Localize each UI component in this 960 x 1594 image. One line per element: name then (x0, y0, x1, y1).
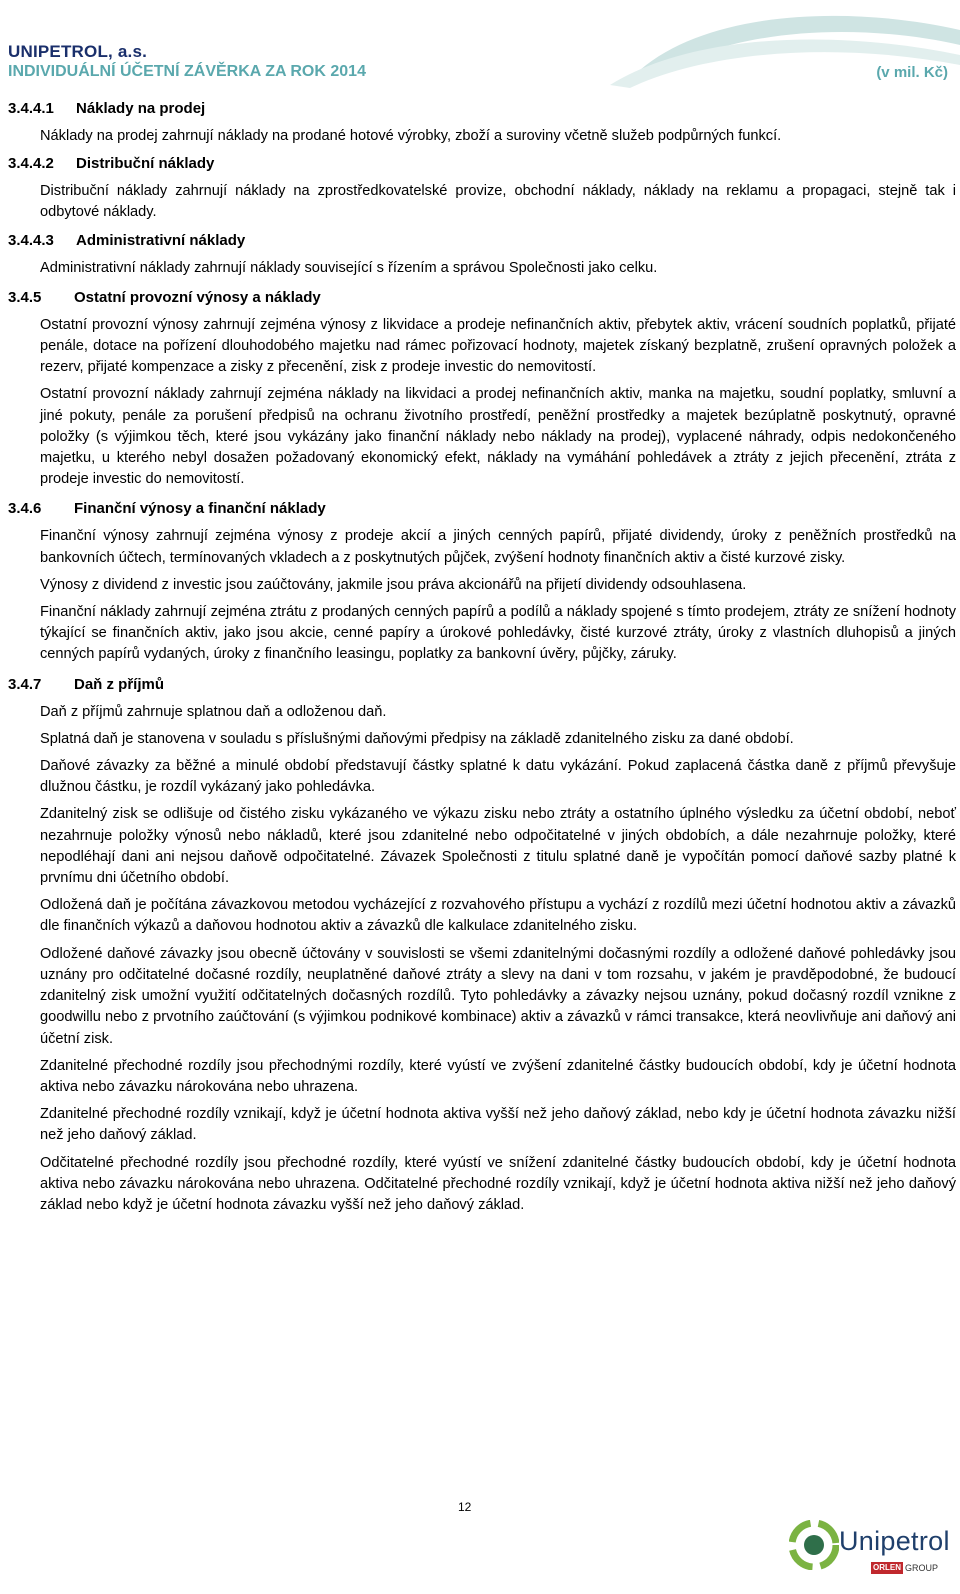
subsection-heading-cost-of-sales (8, 99, 956, 118)
subsection-heading-administrative-costs (8, 231, 956, 250)
paragraph: Výnosy z dividend z investic jsou zaúčtovány, jakmile jsou práva akcionářů na přijetí dividendy odsouhlasena. (40, 576, 747, 593)
paragraph: Zdanitelný zisk se odlišuje od čistého zisku vykázaného ve výkazu zisku nebo ztráty a ostatního úplného výsledku za účetní období, neboť nezahrnuje položky výnosů nebo nákladů, které jsou zdanitelné nebo odpočitatelné v jiných obdobích, a dále nezahrnuje položky, které nepodléhají dani ani nejsou daňově odpočitatelné. Závazek Společnosti z titulu splatné daně je vypočítán pomocí daňové sazby platné k prvnímu dni účetního období. (40, 806, 956, 887)
section-number: 3.4.5 (8, 288, 42, 306)
section-number: 3.4.7 (8, 675, 42, 693)
section-heading-finance (8, 499, 956, 518)
group-label: GROUP (905, 1563, 939, 1573)
page-header (0, 0, 960, 90)
page-number: 12 (458, 1500, 472, 1514)
paragraph: Splatná daň je stanovena v souladu s příslušnými daňovými předpisy na základě zdanitelného zisku za dané období. (40, 730, 794, 747)
paragraph: Náklady na prodej zahrnují náklady na prodané hotové výrobky, zboží a suroviny včetně služeb podpůrných funkcí. (40, 128, 782, 144)
section-number: 3.4.6 (8, 500, 42, 518)
company-name: UNIPETROL, a.s. (8, 42, 148, 61)
report-title: INDIVIDUÁLNÍ ÚČETNÍ ZÁVĚRKA ZA ROK 2014 (8, 63, 366, 80)
paragraph: Daňové závazky za běžné a minulé období představují částky splatné k datu vykázání. Pokud zaplacená částka daně z příjmů převyšuje dlužnou částku, je rozdíl vykázaný jako pohledávka. (40, 758, 956, 796)
paragraph: Odložená daň je počítána závazkovou metodou vycházející z rozvahového přístupu a vychází z rozdílů mezi účetní hodnotou aktiv a závazků dle finančních výkazů a daňovou hodnotou aktiv a závazků dle kalkulace zdanitelného zisku. (40, 897, 956, 935)
section-number: 3.4.4.3 (8, 231, 54, 249)
subsection-heading-distribution-costs (8, 154, 956, 173)
section-number: 3.4.4.1 (8, 100, 54, 117)
paragraph: Odložené daňové závazky jsou obecně účtovány v souvislosti se všemi zdanitelnými dočasnými rozdíly a odložené daňové pohledávky jsou uznány pro odčitatelné dočasné rozdíly, neuplatněné daňové ztráty a slevy na dani v tom rozsahu, v jakém je pravděpodobné, že budoucí zdanitelný zisk umožní využití odčitatelných dočasných rozdílů. Tyto pohledávky a závazky nejsou uznány, pokud dočasný rozdíl vznikne z goodwillu nebo z prvotního zaúčtování (s výjimkou podnikové kombinace) aktiv a závazků v rámci transakce, která neovlivňuje ani daňový ani účetní zisk. (40, 945, 956, 1047)
section-heading-other-operating (8, 288, 956, 307)
paragraph: Ostatní provozní náklady zahrnují zejména náklady na likvidaci a prodej nefinančních aktiv, manka na majetku, soudní poplatky, smluvní a jiné pokuty, penále za porušení předpisů na ochranu životního prostředí, peněžní prostředky a majetek bezúplatně poskytnutý, opravné položky (s výjimkou těch, které jsou vykázány jako finanční náklady nebo náklady na prodej), vyplacené náhrady, odpis nedokončeného majetku, u kterého nebyl dosažen požadovaný ekonomický efekt, náklady na vymáhání pohledávek a ztráty z jejich přecenění, ztráta z prodeje investic do nemovitostí. (40, 386, 956, 488)
section-title: Distribuční náklady (76, 155, 215, 173)
section-title: Finanční výnosy a finanční náklady (74, 500, 326, 518)
paragraph: Finanční výnosy zahrnují zejména výnosy z prodeje akcií a jiných cenných papírů, přijaté dividendy, úroky z peněžních prostředků na bankovních účtech, termínovaných vkladech a z poskytnutých půjček, zvýšení hodnoty finančních aktiv a čisté kurzové zisky. (40, 528, 956, 566)
paragraph: Zdanitelné přechodné rozdíly jsou přechodnými rozdíly, které vyústí ve zvýšení zdanitelné částky budoucích období, kdy je účetní hodnota aktiva nebo závazku nárokována nebo uhrazena. (40, 1057, 956, 1095)
unipetrol-logo (787, 1516, 950, 1586)
paragraph: Finanční náklady zahrnují zejména ztrátu z prodaných cenných papírů a podílů a náklady spojené s tímto prodejem, ztráty ze snížení hodnoty týkající se finančních aktiv, jako jsou akcie, cenné papíry a úrokové pohledávky, čisté kurzové ztráty, úroky z vlastních dluhopisů a jiných cenných papírů vydaných, úroky z finančního leasingu, poplatky za bankovní úvěry, půjčky, záruky. (40, 604, 956, 663)
section-heading-income-tax (8, 675, 956, 694)
paragraph: Zdanitelné přechodné rozdíly vznikají, když je účetní hodnota aktiva vyšší než jeho daňový základ, nebo kdy je účetní hodnota závazku nižší než jeho daňový základ. (40, 1106, 956, 1144)
section-title: Ostatní provozní výnosy a náklady (74, 288, 321, 306)
section-title: Daň z příjmů (74, 675, 165, 693)
section-title: Náklady na prodej (76, 100, 206, 117)
currency-unit: (v mil. Kč) (876, 64, 948, 81)
paragraph: Administrativní náklady zahrnují náklady související s řízením a správou Společnosti jako celku. (40, 259, 658, 276)
document-body (8, 92, 956, 1222)
logo-wordmark: Unipetrol (839, 1526, 950, 1556)
paragraph: Odčitatelné přechodné rozdíly jsou přechodné rozdíly, které vyústí ve snížení zdanitelné částky budoucích období, kdy je účetní hodnota aktiva nebo závazku nárokována nebo uhrazena. Odčitatelné přechodné rozdíly vznikají, když je účetní hodnota aktiva nižší než jeho daňový základ nebo když je účetní hodnota závazku vyšší než jeho daňový základ. (40, 1154, 956, 1213)
paragraph: Daň z příjmů zahrnuje splatnou daň a odloženou daň. (40, 703, 387, 720)
section-number: 3.4.4.2 (8, 155, 54, 173)
orlen-badge: ORLEN (873, 1563, 901, 1572)
section-title: Administrativní náklady (76, 231, 246, 249)
paragraph: Distribuční náklady zahrnují náklady na zprostředkovatelské provize, obchodní náklady, náklady na reklamu a propagaci, stejně tak i odbytové náklady. (40, 183, 956, 221)
paragraph: Ostatní provozní výnosy zahrnují zejména výnosy z likvidace a prodeje nefinančních aktiv, přebytek aktiv, vrácení soudních poplatků, přijaté penále, dotace na pořízení dlouhodobého majetku nad rámec pořizovací hodnoty, majetek získaný bezplatně, zrušení opravných položek a rezerv, přijaté kompenzace a zisky z přecenění, zisk z prodeje investic do nemovitostí. (40, 316, 956, 376)
logo-mark-icon (789, 1520, 839, 1570)
